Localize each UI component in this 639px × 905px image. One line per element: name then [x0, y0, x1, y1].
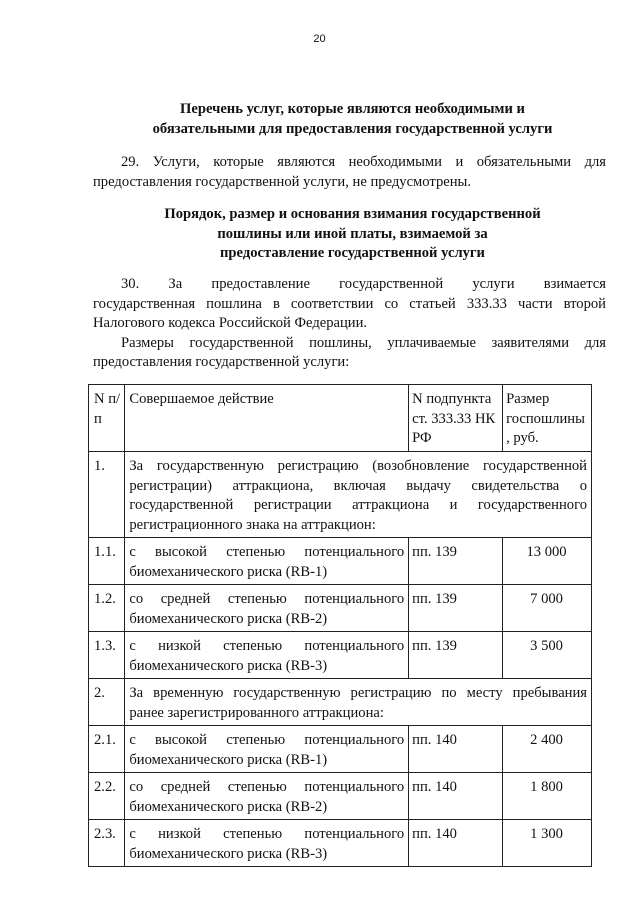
action-line: биомеханического риска (RB-3): [129, 657, 328, 674]
row-action-group: [125, 452, 592, 538]
heading-line: пошлины или иной платы, взимаемой за: [217, 225, 488, 242]
paragraph-line: государственная пошлина в соответствии со статьей 333.33 части второй: [93, 295, 606, 312]
header-num: N п/п: [89, 385, 125, 452]
action-line: биомеханического риска (RB-1): [129, 751, 328, 768]
header-fee: Размер госпошлины , руб.: [503, 385, 592, 452]
heading-line: Перечень услуг, которые являются необходимыми и: [180, 101, 525, 117]
row-num: 1.1.: [89, 538, 125, 585]
row-num: 2.1.: [89, 726, 125, 773]
row-action: [125, 632, 409, 679]
action-line: За государственную регистрацию (возобновление государственной: [129, 458, 587, 474]
row-fee: 1 300: [503, 820, 592, 867]
action-line: биомеханического риска (RB-1): [129, 563, 328, 580]
table-row: [89, 538, 592, 585]
heading-line: Порядок, размер и основания взимания государственной: [164, 206, 541, 222]
row-action: [125, 773, 409, 820]
row-subclause: пп. 140: [409, 773, 503, 820]
row-action: [125, 726, 409, 773]
table-row: [89, 820, 592, 867]
action-line: регистрации) аттракциона, включая выдачу свидетельства о: [129, 477, 587, 494]
section-heading-required-services: [100, 100, 605, 139]
row-subclause: пп. 139: [409, 585, 503, 632]
row-num: 2.: [89, 679, 125, 726]
action-line: ранее зарегистрированного аттракциона:: [129, 704, 384, 721]
row-action: [125, 820, 409, 867]
row-subclause: пп. 139: [409, 538, 503, 585]
action-line: с низкой степенью потенциального: [129, 638, 405, 654]
paragraph-line: 30. За предоставление государственной услуги взимается: [121, 276, 606, 292]
action-line: регистрационного знака на аттракцион:: [129, 516, 376, 533]
action-line: биомеханического риска (RB-3): [129, 845, 328, 862]
action-line: с высокой степенью потенциального: [129, 732, 405, 748]
paragraph-29: [93, 153, 606, 192]
table-row-group: [89, 452, 592, 538]
row-num: 1.2.: [89, 585, 125, 632]
table-row-group: [89, 679, 592, 726]
row-fee: 13 000: [503, 538, 592, 585]
paragraph-line: предоставления государственной услуги, не предусмотрены.: [93, 173, 471, 190]
paragraph-30: [93, 275, 606, 373]
table-header-row: [89, 385, 592, 452]
row-fee: 1 800: [503, 773, 592, 820]
table-row: [89, 585, 592, 632]
heading-line: предоставление государственной услуги: [220, 245, 485, 261]
action-line: со средней степенью потенциального: [129, 591, 405, 607]
action-line: За временную государственную регистрацию по месту пребывания: [129, 685, 587, 701]
state-duty-table: [88, 384, 592, 867]
row-fee: 3 500: [503, 632, 592, 679]
row-subclause: пп. 139: [409, 632, 503, 679]
action-line: с низкой степенью потенциального: [129, 826, 405, 842]
action-line: биомеханического риска (RB-2): [129, 610, 328, 627]
action-line: с высокой степенью потенциального: [129, 544, 405, 560]
row-fee: 7 000: [503, 585, 592, 632]
row-action: [125, 585, 409, 632]
paragraph-line: Налогового кодекса Российской Федерации.: [93, 315, 368, 331]
row-action-group: [125, 679, 592, 726]
header-subclause: N подпункта ст. 333.33 НК РФ: [409, 385, 503, 452]
section-heading-state-duty: [100, 205, 605, 264]
page-number: 20: [313, 33, 326, 45]
table-row: [89, 773, 592, 820]
row-num: 2.2.: [89, 773, 125, 820]
paragraph-line: Размеры государственной пошлины, уплачиваемые заявителями для: [121, 334, 606, 351]
header-action: Совершаемое действие: [125, 385, 409, 452]
action-line: со средней степенью потенциального: [129, 779, 405, 795]
row-num: 1.3.: [89, 632, 125, 679]
paragraph-line: 29. Услуги, которые являются необходимыми и обязательными для: [121, 154, 606, 170]
action-line: биомеханического риска (RB-2): [129, 798, 328, 815]
row-action: [125, 538, 409, 585]
action-line: государственной регистрации аттракциона и государственного: [129, 497, 587, 513]
row-subclause: пп. 140: [409, 820, 503, 867]
row-fee: 2 400: [503, 726, 592, 773]
table-row: [89, 726, 592, 773]
row-num: 1.: [89, 452, 125, 538]
paragraph-line: предоставления государственной услуги:: [93, 354, 350, 370]
row-num: 2.3.: [89, 820, 125, 867]
table-row: [89, 632, 592, 679]
row-subclause: пп. 140: [409, 726, 503, 773]
heading-line: обязательными для предоставления государственной услуги: [152, 120, 553, 137]
